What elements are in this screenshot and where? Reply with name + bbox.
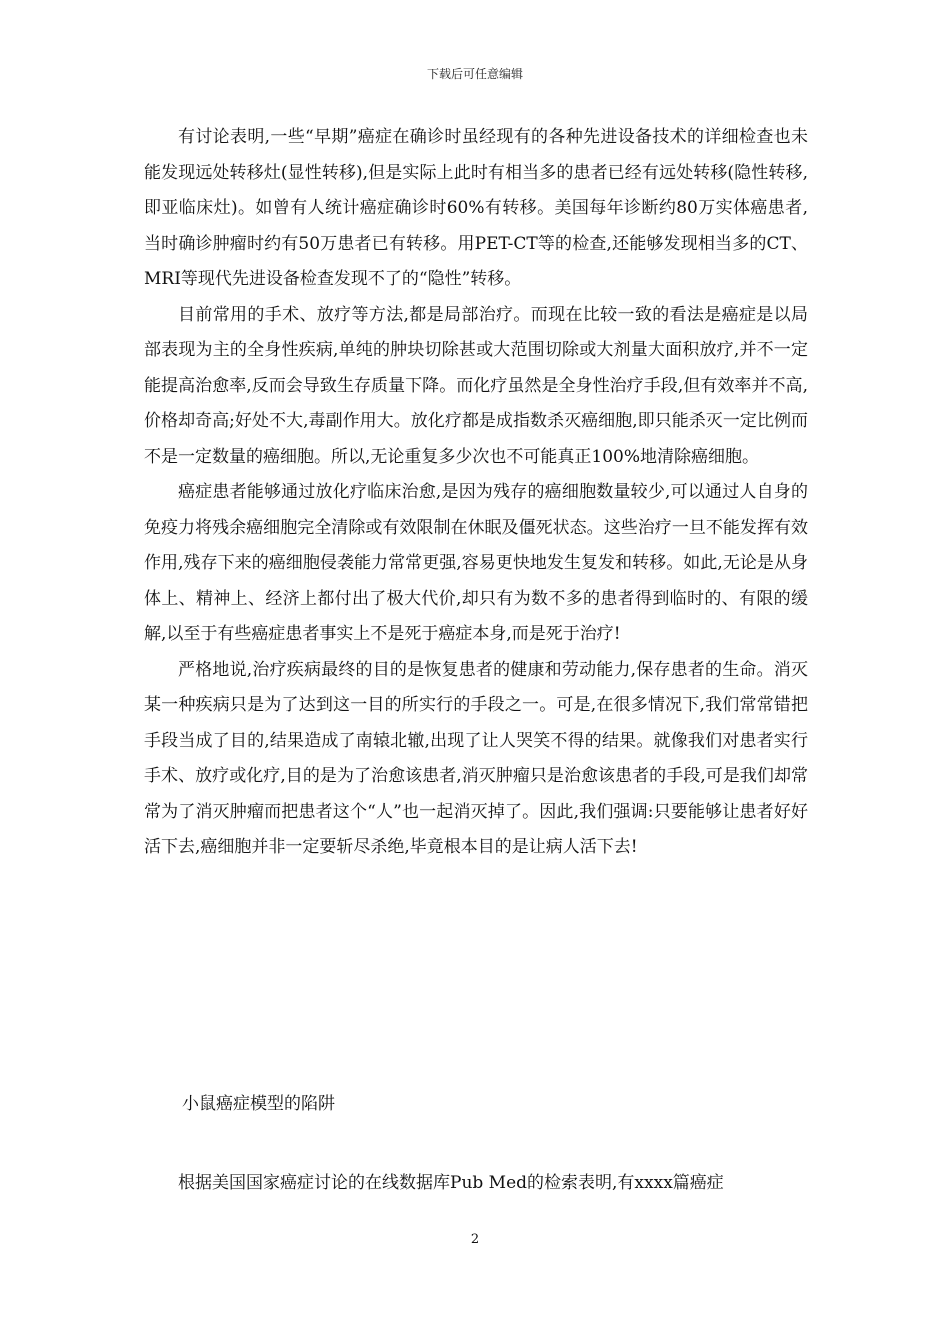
page-header-note: 下载后可任意编辑 <box>426 67 523 81</box>
paragraph-4: 严格地说,治疗疾病最终的目的是恢复患者的健康和劳动能力,保存患者的生命。消灭某一种疾病只是为了达到这一目的所实行的手段之一。可是,在很多情况下,我们常常错把手段当成了目的,结果造成了南辕北辙,出现了让人哭笑不得的结果。就像我们对患者实行手术、放疗或化疗,目的是为了治愈该患者,消灭肿瘤只是治愈该患者的手段,可是我们却常常为了消灭肿瘤而把患者这个“人”也一起消灭掉了。因此,我们强调:只要能够让患者好好活下去,癌细胞并非一定要斩尽杀绝,毕竟根本目的是让病人活下去! <box>144 659 808 857</box>
page-number: 2 <box>470 1232 480 1247</box>
document-body <box>144 120 808 866</box>
paragraph-2: 目前常用的手术、放疗等方法,都是局部治疗。而现在比较一致的看法是癌症是以局部表现为主的全身性疾病,单纯的肿块切除甚或大范围切除或大剂量大面积放疗,并不一定能提高治愈率,反而会导致生存质量下降。而化疗虽然是全身性治疗手段,但有效率并不高,价格却奇高;好处不大,毒副作用大。放化疗都是成指数杀灭癌细胞,即只能杀灭一定比例而不是一定数量的癌细胞。所以,无论重复多少次也不可能真正100%地清除癌细胞。 <box>144 304 808 467</box>
paragraph-1: 有讨论表明,一些“早期”癌症在确诊时虽经现有的各种先进设备技术的详细检查也未能发现远处转移灶(显性转移),但是实际上此时有相当多的患者已经有远处转移(隐性转移,即亚临床灶)。如曾有人统计癌症确诊时60%有转移。美国每年诊断约80万实体癌患者,当时确诊肿瘤时约有50万患者已有转移。用PET-CT等的检查,还能够发现相当多的CT、MRI等现代先进设备检查发现不了的“隐性”转移。 <box>144 127 808 289</box>
section-heading: 小鼠癌症模型的陷阱 <box>182 1094 335 1114</box>
paragraph-continuation: 根据美国国家癌症讨论的在线数据库Pub Med的检索表明,有xxxx篇癌症 <box>178 1173 724 1193</box>
paragraph-3: 癌症患者能够通过放化疗临床治愈,是因为残存的癌细胞数量较少,可以通过人自身的免疫力将残余癌细胞完全清除或有效限制在休眠及僵死状态。这些治疗一旦不能发挥有效作用,残存下来的癌细胞侵袭能力常常更强,容易更快地发生复发和转移。如此,无论是从身体上、精神上、经济上都付出了极大代价,却只有为数不多的患者得到临时的、有限的缓解,以至于有些癌症患者事实上不是死于癌症本身,而是死于治疗! <box>144 482 808 644</box>
